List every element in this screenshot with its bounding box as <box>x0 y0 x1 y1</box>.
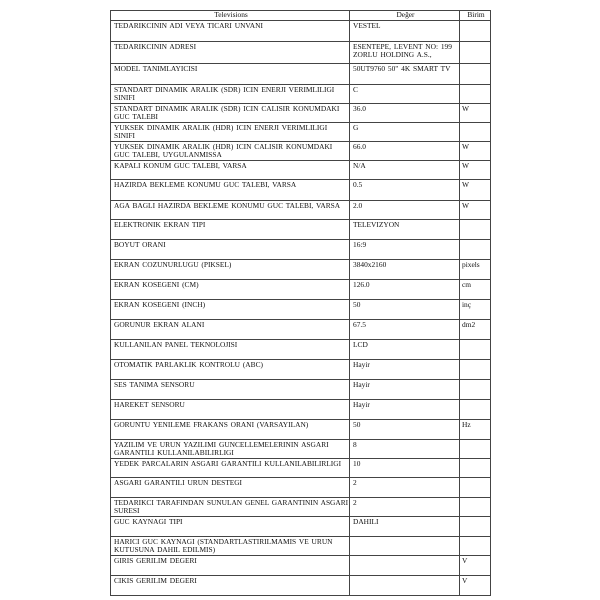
spec-unit: pixels <box>460 260 491 280</box>
table-row <box>111 260 491 280</box>
spec-value: 126.0 <box>350 280 460 300</box>
spec-value <box>350 556 460 576</box>
spec-label: YAZILIM VE URUN YAZILIMI GUNCELLEMELERININ ASGARI GARANTILI KULLANILABILIRLIGI <box>111 440 350 459</box>
table-row <box>111 459 491 478</box>
spec-value: LCD <box>350 340 460 360</box>
spec-label: GORUNTU YENILEME FRAKANS ORANI (VARSAYILAN) <box>111 420 350 440</box>
spec-unit: W <box>460 142 491 161</box>
spec-label: TEDARIKCININ ADI VEYA TICARI UNVANI <box>111 21 350 42</box>
spec-value: Hayir <box>350 380 460 400</box>
spec-value: 50UT9760 50" 4K SMART TV <box>350 64 460 85</box>
spec-label: HAREKET SENSORU <box>111 400 350 420</box>
spec-value: 10 <box>350 459 460 478</box>
spec-label: KULLANILAN PANEL TEKNOLOJISI <box>111 340 350 360</box>
spec-value: 36.0 <box>350 104 460 123</box>
spec-label: YUKSEK DINAMIK ARALIK (HDR) ICIN ENERJI VERIMLILIGI SINIFI <box>111 123 350 142</box>
spec-label: GUC KAYNAGI TIPI <box>111 517 350 537</box>
spec-label: HAZIRDA BEKLEME KONUMU GUC TALEBI, VARSA <box>111 180 350 201</box>
spec-unit <box>460 123 491 142</box>
spec-label: GORUNUR EKRAN ALANI <box>111 320 350 340</box>
spec-unit <box>460 220 491 240</box>
spec-value <box>350 537 460 556</box>
table-body <box>111 21 491 596</box>
table-header <box>111 11 491 21</box>
table-row <box>111 576 491 596</box>
table-row <box>111 517 491 537</box>
spec-unit: Hz <box>460 420 491 440</box>
table-row <box>111 21 491 42</box>
spec-label: EKRAN KOSEGENI (INCH) <box>111 300 350 320</box>
table-row <box>111 280 491 300</box>
spec-label: MODEL TANIMLAYICISI <box>111 64 350 85</box>
spec-unit <box>460 380 491 400</box>
spec-label: CIKIS GERILIM DEGERI <box>111 576 350 596</box>
spec-value: 2.0 <box>350 201 460 220</box>
table-row <box>111 220 491 240</box>
spec-unit: W <box>460 180 491 201</box>
table-row <box>111 180 491 201</box>
spec-value: 2 <box>350 478 460 498</box>
table-row <box>111 400 491 420</box>
table-row <box>111 42 491 64</box>
spec-value: N/A <box>350 161 460 180</box>
spec-table <box>110 10 491 596</box>
spec-unit <box>460 340 491 360</box>
spec-unit: inç <box>460 300 491 320</box>
spec-unit <box>460 21 491 42</box>
spec-sheet <box>110 10 490 596</box>
spec-unit: W <box>460 104 491 123</box>
table-row <box>111 123 491 142</box>
spec-value: DAHILI <box>350 517 460 537</box>
spec-value: G <box>350 123 460 142</box>
table-row <box>111 64 491 85</box>
table-row <box>111 478 491 498</box>
header-unit: Birim <box>460 11 491 21</box>
spec-unit: dm2 <box>460 320 491 340</box>
table-row <box>111 201 491 220</box>
spec-label: ELEKTRONIK EKRAN TIPI <box>111 220 350 240</box>
spec-label: HARICI GUC KAYNAGI (STANDARTLASTIRILMAMIS VE URUN KUTUSUNA DAHIL EDILMIS) <box>111 537 350 556</box>
spec-unit <box>460 498 491 517</box>
spec-unit <box>460 459 491 478</box>
spec-value: 2 <box>350 498 460 517</box>
spec-value <box>350 576 460 596</box>
spec-value: 0.5 <box>350 180 460 201</box>
spec-value: 50 <box>350 300 460 320</box>
spec-unit <box>460 517 491 537</box>
spec-label: STANDART DINAMIK ARALIK (SDR) ICIN ENERJI VERIMLILIGI SINIFI <box>111 85 350 104</box>
table-row <box>111 360 491 380</box>
table-row <box>111 142 491 161</box>
spec-label: AGA BAGLI HAZIRDA BEKLEME KONUMU GUC TALEBI, VARSA <box>111 201 350 220</box>
spec-label: EKRAN COZUNURLUGU (PIKSEL) <box>111 260 350 280</box>
spec-value: C <box>350 85 460 104</box>
spec-label: ASGARI GARANTILI URUN DESTEGI <box>111 478 350 498</box>
spec-unit <box>460 64 491 85</box>
spec-unit: cm <box>460 280 491 300</box>
spec-unit: V <box>460 556 491 576</box>
spec-unit <box>460 85 491 104</box>
spec-value: 50 <box>350 420 460 440</box>
table-row <box>111 104 491 123</box>
spec-value: Hayir <box>350 360 460 380</box>
spec-label: SES TANIMA SENSORU <box>111 380 350 400</box>
spec-value: 8 <box>350 440 460 459</box>
spec-value: VESTEL <box>350 21 460 42</box>
table-row <box>111 420 491 440</box>
spec-unit <box>460 42 491 64</box>
spec-unit: V <box>460 576 491 596</box>
spec-unit <box>460 400 491 420</box>
spec-value: 66.0 <box>350 142 460 161</box>
spec-value: 16:9 <box>350 240 460 260</box>
spec-value: TELEVIZYON <box>350 220 460 240</box>
spec-value: 67.5 <box>350 320 460 340</box>
spec-label: KAPALI KONUM GUC TALEBI, VARSA <box>111 161 350 180</box>
header-category: Televisions <box>111 11 350 21</box>
spec-label: TEDARIKCININ ADRESI <box>111 42 350 64</box>
spec-unit: W <box>460 201 491 220</box>
table-row <box>111 498 491 517</box>
spec-value: ESENTEPE, LEVENT NO: 199 ZORLU HOLDING A.S., <box>350 42 460 64</box>
table-row <box>111 380 491 400</box>
table-row <box>111 161 491 180</box>
header-value: Değer <box>350 11 460 21</box>
spec-unit <box>460 537 491 556</box>
spec-label: STANDART DINAMIK ARALIK (SDR) ICIN CALISIR KONUMDAKI GUC TALEBI <box>111 104 350 123</box>
spec-label: GIRIS GERILIM DEGERI <box>111 556 350 576</box>
table-row <box>111 85 491 104</box>
table-row <box>111 300 491 320</box>
spec-unit <box>460 240 491 260</box>
spec-label: OTOMATIK PARLAKLIK KONTROLU (ABC) <box>111 360 350 380</box>
table-row <box>111 240 491 260</box>
spec-value: 3840x2160 <box>350 260 460 280</box>
table-row <box>111 320 491 340</box>
spec-unit: W <box>460 161 491 180</box>
table-row <box>111 556 491 576</box>
spec-unit <box>460 360 491 380</box>
spec-unit <box>460 440 491 459</box>
spec-label: TEDARIKCI TARAFINDAN SUNULAN GENEL GARANTININ ASGARI SURESI <box>111 498 350 517</box>
table-row <box>111 340 491 360</box>
spec-label: BOYUT ORANI <box>111 240 350 260</box>
spec-label: EKRAN KOSEGENI (CM) <box>111 280 350 300</box>
spec-label: YEDEK PARCALARIN ASGARI GARANTILI KULLANILABILIRLIGI <box>111 459 350 478</box>
table-row <box>111 537 491 556</box>
spec-value: Hayir <box>350 400 460 420</box>
spec-label: YUKSEK DINAMIK ARALIK (HDR) ICIN CALISIR KONUMDAKI GUC TALEBI, UYGULANMISSA <box>111 142 350 161</box>
spec-unit <box>460 478 491 498</box>
table-row <box>111 440 491 459</box>
